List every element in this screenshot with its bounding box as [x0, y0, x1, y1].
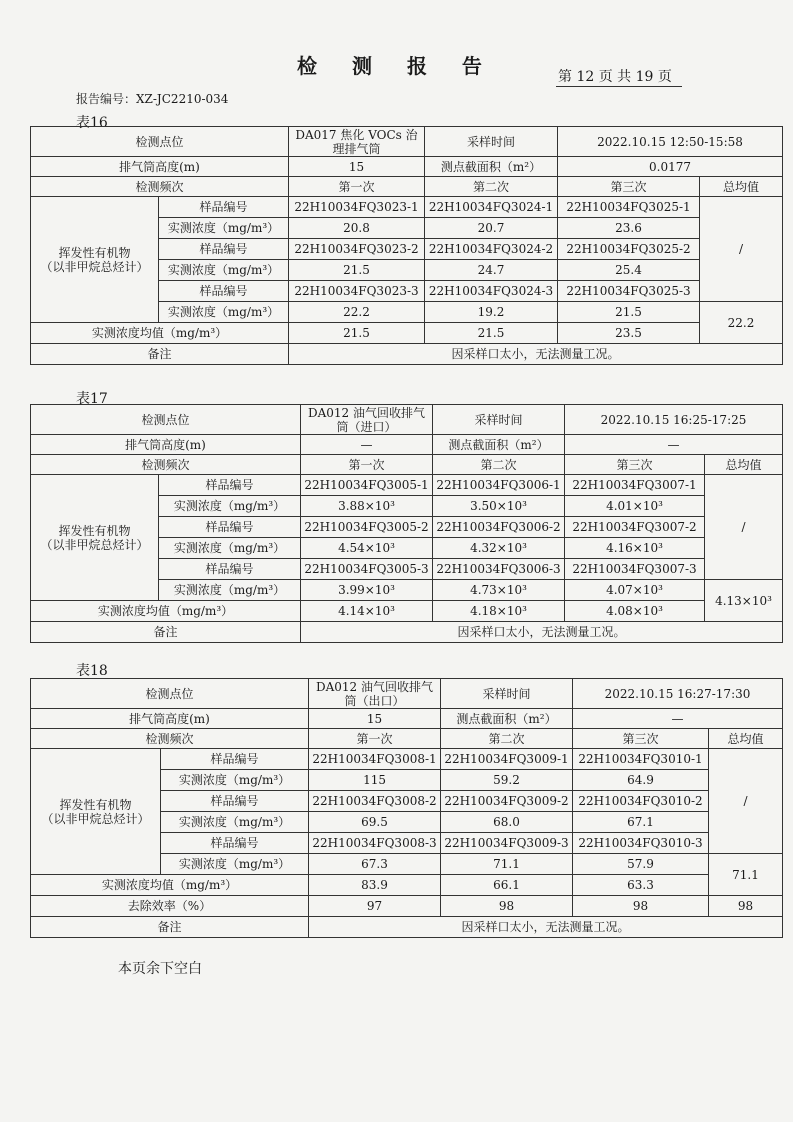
table-16-label: 表16	[76, 115, 108, 131]
remark-value: 因采样口太小，无法测量工况。	[301, 622, 783, 643]
table-cell: 21.5	[289, 260, 425, 281]
second-label: 第二次	[433, 455, 565, 475]
table-cell: 4.73×10³	[433, 580, 565, 601]
table-cell: 22H10034FQ3024-1	[425, 197, 558, 218]
table-cell: 3.50×10³	[433, 496, 565, 517]
remark-label: 备注	[31, 622, 301, 643]
table-cell: 22H10034FQ3007-2	[565, 517, 705, 538]
area-label: 测点截面积（m²）	[441, 709, 573, 729]
height-value: 15	[309, 709, 441, 729]
table-cell: 22H10034FQ3006-2	[433, 517, 565, 538]
sample-no-label: 样品编号	[161, 833, 309, 854]
page-title: 检 测 报 告	[297, 54, 496, 78]
table-cell: 23.6	[558, 218, 700, 239]
sample-no-label: 样品编号	[161, 791, 309, 812]
table-cell: 63.3	[573, 875, 709, 896]
sample-no-label: 样品编号	[159, 517, 301, 538]
total-avg-value: 71.1	[709, 854, 783, 896]
table-cell: 4.54×10³	[301, 538, 433, 559]
table-cell: 22H10034FQ3005-3	[301, 559, 433, 580]
remark-label: 备注	[31, 344, 289, 365]
table-cell: 22H10034FQ3023-3	[289, 281, 425, 302]
area-label: 测点截面积（m²）	[425, 157, 558, 177]
table-cell: 22H10034FQ3025-3	[558, 281, 700, 302]
table-cell: 83.9	[309, 875, 441, 896]
pollutant-label: 挥发性有机物 （以非甲烷总烃计）	[31, 749, 161, 875]
report-number: 报告编号：XZ-JC2210-034	[76, 92, 229, 106]
table-16	[30, 126, 783, 365]
sample-no-label: 样品编号	[159, 239, 289, 260]
table-cell: 98	[441, 896, 573, 917]
total-avg-label: 总均值	[709, 729, 783, 749]
table-cell: 64.9	[573, 770, 709, 791]
conc-label: 实测浓度（mg/m³）	[159, 302, 289, 323]
point-value: DA012 油气回收排气筒（出口）	[309, 679, 441, 709]
table-cell: 59.2	[441, 770, 573, 791]
height-label: 排气筒高度(m)	[31, 709, 309, 729]
table-cell: 4.14×10³	[301, 601, 433, 622]
table-cell: 22H10034FQ3024-3	[425, 281, 558, 302]
table-cell: 4.08×10³	[565, 601, 705, 622]
table-cell: 21.5	[425, 323, 558, 344]
table-cell: 22H10034FQ3007-3	[565, 559, 705, 580]
table-cell: 67.3	[309, 854, 441, 875]
conc-label: 实测浓度（mg/m³）	[161, 854, 309, 875]
freq-label: 检测频次	[31, 177, 289, 197]
remark-value: 因采样口太小，无法测量工况。	[309, 917, 783, 938]
table-cell: 22H10034FQ3009-3	[441, 833, 573, 854]
sample-time-value: 2022.10.15 16:25-17:25	[565, 405, 783, 435]
table-cell: 22H10034FQ3024-2	[425, 239, 558, 260]
table-cell: 22H10034FQ3006-1	[433, 475, 565, 496]
point-value: DA017 焦化 VOCs 治理排气筒	[289, 127, 425, 157]
first-label: 第一次	[309, 729, 441, 749]
remark-value: 因采样口太小，无法测量工况。	[289, 344, 783, 365]
freq-label: 检测频次	[31, 729, 309, 749]
removal-total-value: 98	[709, 896, 783, 917]
conc-label: 实测浓度（mg/m³）	[159, 538, 301, 559]
table-cell: 22H10034FQ3005-1	[301, 475, 433, 496]
remark-label: 备注	[31, 917, 309, 938]
table-cell: 4.07×10³	[565, 580, 705, 601]
table-cell: 22H10034FQ3010-2	[573, 791, 709, 812]
removal-label: 去除效率（%）	[31, 896, 309, 917]
freq-label: 检测频次	[31, 455, 301, 475]
area-label: 测点截面积（m²）	[433, 435, 565, 455]
table-cell: 22H10034FQ3007-1	[565, 475, 705, 496]
table-cell: 67.1	[573, 812, 709, 833]
point-label: 检测点位	[31, 405, 301, 435]
pollutant-label: 挥发性有机物 （以非甲烷总烃计）	[31, 197, 159, 323]
table-cell: 115	[309, 770, 441, 791]
conc-avg-label: 实测浓度均值（mg/m³）	[31, 601, 301, 622]
sample-time-value: 2022.10.15 12:50-15:58	[558, 127, 783, 157]
table-cell: 98	[573, 896, 709, 917]
sample-time-label: 采样时间	[433, 405, 565, 435]
table-cell: 24.7	[425, 260, 558, 281]
conc-label: 实测浓度（mg/m³）	[159, 260, 289, 281]
table-cell: 22H10034FQ3025-2	[558, 239, 700, 260]
second-label: 第二次	[425, 177, 558, 197]
conc-avg-label: 实测浓度均值（mg/m³）	[31, 875, 309, 896]
height-label: 排气筒高度(m)	[31, 157, 289, 177]
height-label: 排气筒高度(m)	[31, 435, 301, 455]
conc-label: 实测浓度（mg/m³）	[159, 580, 301, 601]
area-value: —	[573, 709, 783, 729]
total-avg-value: 4.13×10³	[705, 580, 783, 622]
table-cell: 22H10034FQ3025-1	[558, 197, 700, 218]
table-18	[30, 678, 783, 938]
point-value: DA012 油气回收排气筒（进口）	[301, 405, 433, 435]
conc-label: 实测浓度（mg/m³）	[159, 496, 301, 517]
page-end-note: 本页余下空白	[118, 961, 202, 977]
table-cell: 22H10034FQ3009-1	[441, 749, 573, 770]
table-cell: 22H10034FQ3008-2	[309, 791, 441, 812]
point-label: 检测点位	[31, 679, 309, 709]
table-cell: 22H10034FQ3010-3	[573, 833, 709, 854]
table-cell: 71.1	[441, 854, 573, 875]
slash-cell: /	[705, 475, 783, 580]
point-label: 检测点位	[31, 127, 289, 157]
table-cell: 22H10034FQ3008-1	[309, 749, 441, 770]
table-cell: 22H10034FQ3023-1	[289, 197, 425, 218]
table-cell: 19.2	[425, 302, 558, 323]
sample-time-label: 采样时间	[441, 679, 573, 709]
total-avg-label: 总均值	[700, 177, 783, 197]
table-cell: 23.5	[558, 323, 700, 344]
table-cell: 4.32×10³	[433, 538, 565, 559]
table-17	[30, 404, 783, 643]
table-cell: 4.01×10³	[565, 496, 705, 517]
third-label: 第三次	[558, 177, 700, 197]
table-cell: 22H10034FQ3009-2	[441, 791, 573, 812]
first-label: 第一次	[289, 177, 425, 197]
slash-cell: /	[700, 197, 783, 302]
page-number: 第 12 页 共 19 页	[556, 66, 682, 87]
table-18-label: 表18	[76, 663, 108, 679]
sample-no-label: 样品编号	[159, 281, 289, 302]
pollutant-label: 挥发性有机物 （以非甲烷总烃计）	[31, 475, 159, 601]
table-cell: 3.99×10³	[301, 580, 433, 601]
total-avg-value: 22.2	[700, 302, 783, 344]
first-label: 第一次	[301, 455, 433, 475]
table-cell: 4.18×10³	[433, 601, 565, 622]
second-label: 第二次	[441, 729, 573, 749]
table-cell: 68.0	[441, 812, 573, 833]
table-cell: 20.8	[289, 218, 425, 239]
table-cell: 22H10034FQ3023-2	[289, 239, 425, 260]
table-17-label: 表17	[76, 391, 108, 407]
table-cell: 69.5	[309, 812, 441, 833]
total-avg-label: 总均值	[705, 455, 783, 475]
sample-time-value: 2022.10.15 16:27-17:30	[573, 679, 783, 709]
sample-no-label: 样品编号	[159, 197, 289, 218]
table-cell: 22H10034FQ3008-3	[309, 833, 441, 854]
sample-no-label: 样品编号	[159, 475, 301, 496]
sample-no-label: 样品编号	[159, 559, 301, 580]
conc-avg-label: 实测浓度均值（mg/m³）	[31, 323, 289, 344]
sample-time-label: 采样时间	[425, 127, 558, 157]
height-value: 15	[289, 157, 425, 177]
table-cell: 22H10034FQ3005-2	[301, 517, 433, 538]
conc-label: 实测浓度（mg/m³）	[161, 812, 309, 833]
table-cell: 97	[309, 896, 441, 917]
table-cell: 21.5	[289, 323, 425, 344]
table-cell: 22.2	[289, 302, 425, 323]
sample-no-label: 样品编号	[161, 749, 309, 770]
height-value: —	[301, 435, 433, 455]
third-label: 第三次	[565, 455, 705, 475]
table-cell: 20.7	[425, 218, 558, 239]
table-cell: 66.1	[441, 875, 573, 896]
table-cell: 21.5	[558, 302, 700, 323]
conc-label: 实测浓度（mg/m³）	[161, 770, 309, 791]
area-value: 0.0177	[558, 157, 783, 177]
third-label: 第三次	[573, 729, 709, 749]
table-cell: 22H10034FQ3010-1	[573, 749, 709, 770]
table-cell: 57.9	[573, 854, 709, 875]
table-cell: 3.88×10³	[301, 496, 433, 517]
table-cell: 4.16×10³	[565, 538, 705, 559]
area-value: —	[565, 435, 783, 455]
table-cell: 25.4	[558, 260, 700, 281]
table-cell: 22H10034FQ3006-3	[433, 559, 565, 580]
conc-label: 实测浓度（mg/m³）	[159, 218, 289, 239]
slash-cell: /	[709, 749, 783, 854]
